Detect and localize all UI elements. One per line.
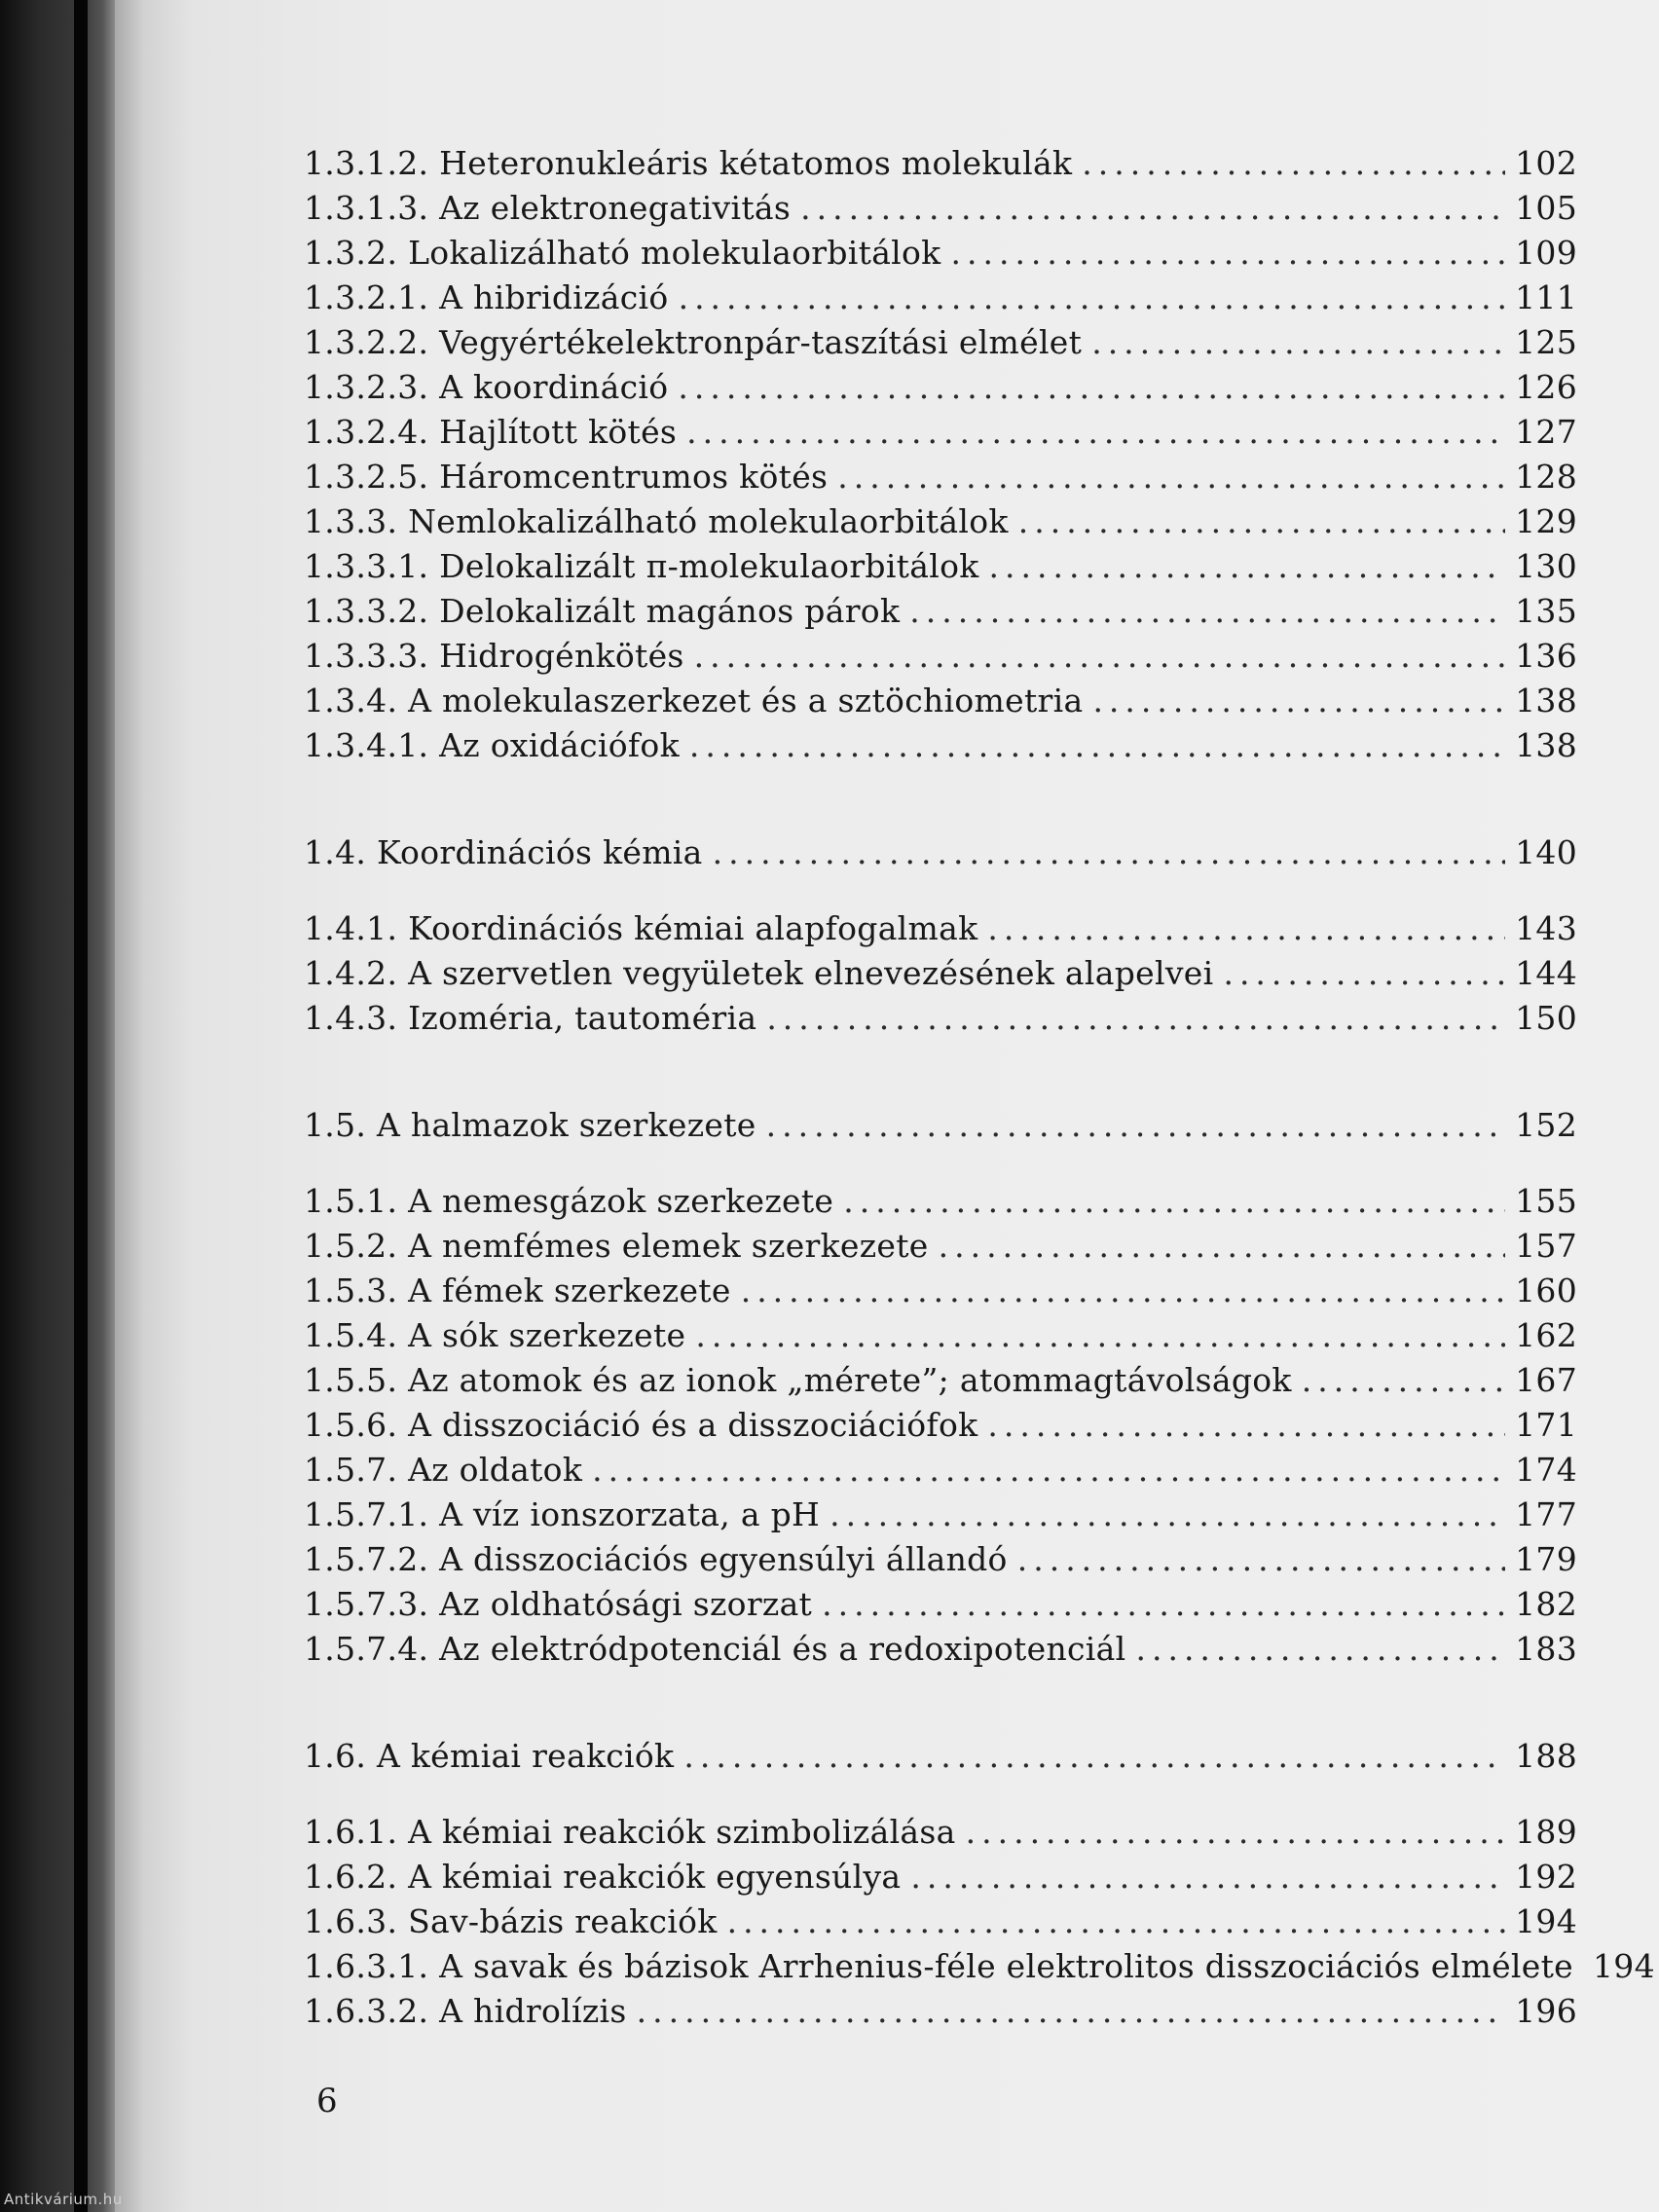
dot-leader: [950, 234, 1505, 272]
toc-entry-label: [304, 1630, 1125, 1668]
toc-entry-number: 1.5.6.: [304, 1406, 398, 1444]
toc-entry-title: Delokalizált π-molekulaorbitálok: [439, 547, 979, 585]
toc-entry-label: [304, 682, 1083, 719]
toc-entry-page: 140: [1515, 833, 1577, 871]
dot-leader: [837, 458, 1505, 496]
toc-entry-title: A szervetlen vegyületek elnevezésének alapelvei: [408, 954, 1214, 992]
toc-entry-page: 127: [1515, 413, 1577, 451]
dot-leader: [822, 1585, 1505, 1623]
toc-entry-number: 1.5.: [304, 1106, 367, 1144]
toc-entry-number: 1.5.4.: [304, 1316, 398, 1354]
toc-entry-page: 182: [1515, 1585, 1577, 1623]
toc-entry-number: 1.3.1.3.: [304, 189, 429, 227]
toc-entry-number: 1.3.4.1.: [304, 726, 429, 764]
toc-entry-title: A koordináció: [439, 368, 669, 406]
dot-leader: [987, 909, 1505, 947]
toc-entry: [304, 1316, 1577, 1359]
toc-entry-page: 143: [1515, 909, 1577, 947]
toc-entry-number: 1.3.2.2.: [304, 323, 429, 361]
toc-entry-title: A nemfémes elemek szerkezete: [408, 1227, 929, 1265]
toc-entry-label: [304, 1451, 582, 1489]
toc-entry-page: 105: [1515, 189, 1577, 227]
dot-leader: [1082, 144, 1505, 182]
toc-entry-title: A savak és bázisok Arrhenius-féle elektrolitos disszociációs elmélete: [439, 1947, 1573, 1985]
toc-entry: [304, 1495, 1577, 1538]
toc-entry: [304, 954, 1577, 997]
toc-entry-number: 1.3.1.2.: [304, 144, 429, 182]
toc-entry-title: A nemesgázok szerkezete: [408, 1182, 834, 1220]
toc-entry-title: Az elektronegativitás: [439, 189, 792, 227]
toc-entry-label: [304, 1361, 1292, 1399]
dot-leader: [909, 592, 1505, 630]
toc-entry-number: 1.3.2.4.: [304, 413, 429, 451]
toc-entry: [304, 323, 1577, 366]
toc-entry-title: A halmazok szerkezete: [376, 1106, 756, 1144]
toc-entry-page: 136: [1515, 637, 1577, 675]
toc-entry-label: [304, 1585, 812, 1623]
toc-entry-label: [304, 999, 756, 1037]
toc-entry-label: [304, 323, 1082, 361]
toc-entry-title: A hidrolízis: [439, 1992, 627, 2030]
toc-entry-label: [304, 833, 703, 871]
toc-entry-title: Delokalizált magános párok: [439, 592, 901, 630]
toc-entry: [304, 278, 1577, 321]
toc-entry-page: 152: [1515, 1106, 1577, 1144]
toc-entry-number: 1.4.: [304, 833, 367, 871]
toc-entry-number: 1.6.1.: [304, 1813, 398, 1851]
toc-entry-number: 1.3.3.: [304, 502, 398, 540]
toc-entry-page: 194: [1592, 1947, 1655, 1985]
dot-leader: [1017, 1540, 1505, 1578]
toc-entry-title: Izoméria, tautoméria: [408, 999, 757, 1037]
toc-entry-number: 1.6.2.: [304, 1858, 398, 1896]
toc-entry-label: [304, 726, 680, 764]
toc-entry-page: 183: [1515, 1630, 1577, 1668]
toc-entry-label: [304, 1858, 901, 1896]
toc-entry-title: Sav-bázis reakciók: [408, 1902, 718, 1940]
toc-entry-title: A kémiai reakciók egyensúlya: [408, 1858, 902, 1896]
toc-entry-title: Az atomok és az ionok „mérete”; atommagtávolságok: [408, 1361, 1292, 1399]
toc-entry: [304, 413, 1577, 456]
toc-entry-label: [304, 1992, 627, 2030]
toc-entry-number: 1.3.3.1.: [304, 547, 429, 585]
toc-entry-label: [304, 368, 668, 406]
toc-entry-page: 126: [1515, 368, 1577, 406]
toc-entry-page: 189: [1515, 1813, 1577, 1851]
toc-entry-label: [304, 637, 684, 675]
toc-entry-title: A víz ionszorzata, a pH: [439, 1495, 821, 1533]
toc-entry-number: 1.5.3.: [304, 1272, 398, 1309]
toc-entry-number: 1.3.2.: [304, 234, 398, 272]
toc-entry-label: [304, 234, 940, 272]
toc-entry-title: Nemlokalizálható molekulaorbitálok: [408, 502, 1009, 540]
dot-leader: [689, 726, 1505, 764]
toc-entry: [304, 368, 1577, 411]
dot-leader: [1092, 682, 1505, 719]
toc-entry-number: 1.6.3.2.: [304, 1992, 429, 2030]
toc-entry: [304, 1227, 1577, 1270]
toc-entry-label: [304, 1182, 833, 1220]
toc-entry-title: Az oldhatósági szorzat: [439, 1585, 813, 1623]
dot-leader: [830, 1495, 1505, 1533]
toc-entry-label: [304, 592, 900, 630]
toc-entry-label: [304, 1813, 956, 1851]
toc-entry-label: [304, 1737, 674, 1775]
toc-entry-page: 179: [1515, 1540, 1577, 1578]
toc-entry-title: A disszociációs egyensúlyi állandó: [439, 1540, 1008, 1578]
toc-entry-title: Az oxidációfok: [439, 726, 680, 764]
toc-entry-label: [304, 502, 1009, 540]
toc-entry-number: 1.3.2.1.: [304, 278, 429, 316]
dot-leader: [1135, 1630, 1505, 1668]
toc-entry: [304, 458, 1577, 500]
toc-entry-number: 1.4.1.: [304, 909, 398, 947]
toc-entry-title: A sók szerkezete: [408, 1316, 686, 1354]
toc-entry-page: 135: [1515, 592, 1577, 630]
dot-leader: [987, 1406, 1505, 1444]
toc-entry: [304, 637, 1577, 680]
dot-leader: [800, 189, 1505, 227]
toc-entry-label: [304, 547, 979, 585]
toc-entry-number: 1.4.2.: [304, 954, 398, 992]
toc-entry-title: Hidrogénkötés: [439, 637, 684, 675]
toc-entry-number: 1.5.7.3.: [304, 1585, 429, 1623]
toc-entry-number: 1.5.7.4.: [304, 1630, 429, 1668]
toc-entry-page: 129: [1515, 502, 1577, 540]
toc-entry-label: [304, 1316, 685, 1354]
dot-leader: [843, 1182, 1505, 1220]
dot-leader: [1223, 954, 1505, 992]
dot-leader: [1018, 502, 1505, 540]
toc-entry: [304, 909, 1577, 952]
dot-leader: [686, 413, 1505, 451]
toc-entry-page: 174: [1515, 1451, 1577, 1489]
toc-entry-label: [304, 954, 1213, 992]
toc-entry-number: 1.5.1.: [304, 1182, 398, 1220]
toc-entry-title: A kémiai reakciók szimbolizálása: [408, 1813, 956, 1851]
toc-entry: [304, 726, 1577, 769]
toc-entry-number: 1.5.7.: [304, 1451, 398, 1489]
toc-entry: [304, 1630, 1577, 1673]
dot-leader: [1302, 1361, 1505, 1399]
dot-leader: [678, 368, 1505, 406]
toc-entry-page: 171: [1515, 1406, 1577, 1444]
toc-entry-number: 1.4.3.: [304, 999, 398, 1037]
toc-entry-label: [304, 278, 669, 316]
dot-leader: [989, 547, 1506, 585]
dot-leader: [1091, 323, 1505, 361]
toc-entry-label: [304, 1272, 731, 1309]
toc-entry-page: 128: [1515, 458, 1577, 496]
toc-entry-label: [304, 1406, 977, 1444]
toc-entry-number: 1.6.: [304, 1737, 367, 1775]
toc-entry: [304, 1361, 1577, 1404]
toc-entry: [304, 1947, 1655, 1990]
toc-entry: [304, 234, 1577, 276]
toc-entry-label: [304, 1106, 756, 1144]
toc-entry: [304, 502, 1577, 545]
toc-entry: [304, 999, 1577, 1042]
toc-entry-page: 192: [1515, 1858, 1577, 1896]
toc-entry: [304, 1106, 1577, 1149]
toc-entry-page: 125: [1515, 323, 1577, 361]
toc-entry-title: Az elektródpotenciál és a redoxipotenciál: [439, 1630, 1126, 1668]
toc-entry-label: [304, 1227, 929, 1265]
toc-entry: [304, 1992, 1577, 2035]
dot-leader: [713, 833, 1505, 871]
toc-entry-page: 177: [1515, 1495, 1577, 1533]
toc-entry-page: 162: [1515, 1316, 1577, 1354]
toc-entry-page: 188: [1515, 1737, 1577, 1775]
toc-entry-page: 130: [1515, 547, 1577, 585]
watermark: Antikvárium.hu: [4, 2191, 123, 2208]
toc-entry: [304, 1585, 1577, 1628]
dot-leader: [679, 278, 1506, 316]
toc-entry-page: 109: [1515, 234, 1577, 272]
dot-leader: [592, 1451, 1505, 1489]
page-number: 6: [316, 2082, 338, 2120]
toc-entry-page: 194: [1515, 1902, 1577, 1940]
dot-leader: [910, 1858, 1505, 1896]
toc-entry-page: 155: [1515, 1182, 1577, 1220]
toc-entry-title: Az oldatok: [408, 1451, 583, 1489]
toc-entry-number: 1.3.2.5.: [304, 458, 429, 496]
toc-entry-label: [304, 1540, 1008, 1578]
toc-entry-number: 1.6.3.1.: [304, 1947, 429, 1985]
dot-leader: [683, 1737, 1505, 1775]
dot-leader: [727, 1902, 1506, 1940]
toc-entry-number: 1.3.3.2.: [304, 592, 429, 630]
toc-entry-label: [304, 144, 1072, 182]
book-gutter: [74, 0, 88, 2212]
dot-leader: [766, 999, 1505, 1037]
toc-entry-number: 1.3.3.3.: [304, 637, 429, 675]
toc-entry-page: 102: [1515, 144, 1577, 182]
toc-entry-title: Koordinációs kémiai alapfogalmak: [408, 909, 978, 947]
toc-entry-label: [304, 1902, 718, 1940]
toc-entry-number: 1.3.2.3.: [304, 368, 429, 406]
toc-entry-page: 160: [1515, 1272, 1577, 1309]
toc-entry-title: Háromcentrumos kötés: [439, 458, 829, 496]
toc-entry: [304, 1902, 1577, 1945]
toc-entry: [304, 592, 1577, 635]
dot-leader: [939, 1227, 1505, 1265]
toc-entry-title: A hibridizáció: [439, 278, 669, 316]
toc-entry-number: 1.6.3.: [304, 1902, 398, 1940]
toc-entry-title: Hajlított kötés: [439, 413, 678, 451]
dot-leader: [695, 1316, 1505, 1354]
toc-entry-page: 167: [1515, 1361, 1577, 1399]
toc-entry-label: [304, 189, 791, 227]
toc-entry: [304, 1540, 1577, 1583]
toc-entry-number: 1.5.7.1.: [304, 1495, 429, 1533]
toc-entry-title: A molekulaszerkezet és a sztöchiometria: [408, 682, 1084, 719]
toc-entry-number: 1.5.5.: [304, 1361, 398, 1399]
toc-entry-label: [304, 458, 828, 496]
toc-entry-page: 144: [1515, 954, 1577, 992]
toc-entry-page: 196: [1515, 1992, 1577, 2030]
dot-leader: [966, 1813, 1506, 1851]
toc-entry: [304, 1406, 1577, 1449]
toc-entry-page: 111: [1515, 278, 1577, 316]
toc-entry-title: A disszociáció és a disszociációfok: [408, 1406, 978, 1444]
toc-entry: [304, 1737, 1577, 1780]
toc-entry: [304, 1182, 1577, 1225]
toc-entry: [304, 547, 1577, 590]
toc-entry-title: Vegyértékelektronpár-taszítási elmélet: [439, 323, 1083, 361]
toc-entry: [304, 1451, 1577, 1493]
toc-entry: [304, 1813, 1577, 1856]
toc-entry-title: A kémiai reakciók: [376, 1737, 675, 1775]
toc-entry-number: 1.3.4.: [304, 682, 398, 719]
toc-entry-label: [304, 1947, 1573, 1985]
toc-entry: [304, 833, 1577, 876]
toc-entry-number: 1.5.7.2.: [304, 1540, 429, 1578]
toc-entry-label: [304, 909, 977, 947]
toc-entry-title: Koordinációs kémia: [376, 833, 703, 871]
toc-entry-page: 138: [1515, 726, 1577, 764]
toc-entry-label: [304, 1495, 820, 1533]
book-spine: [0, 0, 115, 2212]
toc-entry-label: [304, 413, 677, 451]
toc-entry-page: 150: [1515, 999, 1577, 1037]
toc-entry: [304, 682, 1577, 724]
toc-entry-title: Heteronukleáris kétatomos molekulák: [439, 144, 1073, 182]
dot-leader: [741, 1272, 1505, 1309]
toc-entry: [304, 1272, 1577, 1314]
toc-entry-page: 138: [1515, 682, 1577, 719]
toc-entry: [304, 144, 1577, 187]
dot-leader: [766, 1106, 1505, 1144]
toc-entry-page: 157: [1515, 1227, 1577, 1265]
toc-entry-title: A fémek szerkezete: [408, 1272, 731, 1309]
toc-entry: [304, 189, 1577, 232]
toc-entry-number: 1.5.2.: [304, 1227, 398, 1265]
toc-entry-title: Lokalizálható molekulaorbitálok: [408, 234, 941, 272]
dot-leader: [637, 1992, 1505, 2030]
dot-leader: [694, 637, 1505, 675]
toc-entry: [304, 1858, 1577, 1900]
